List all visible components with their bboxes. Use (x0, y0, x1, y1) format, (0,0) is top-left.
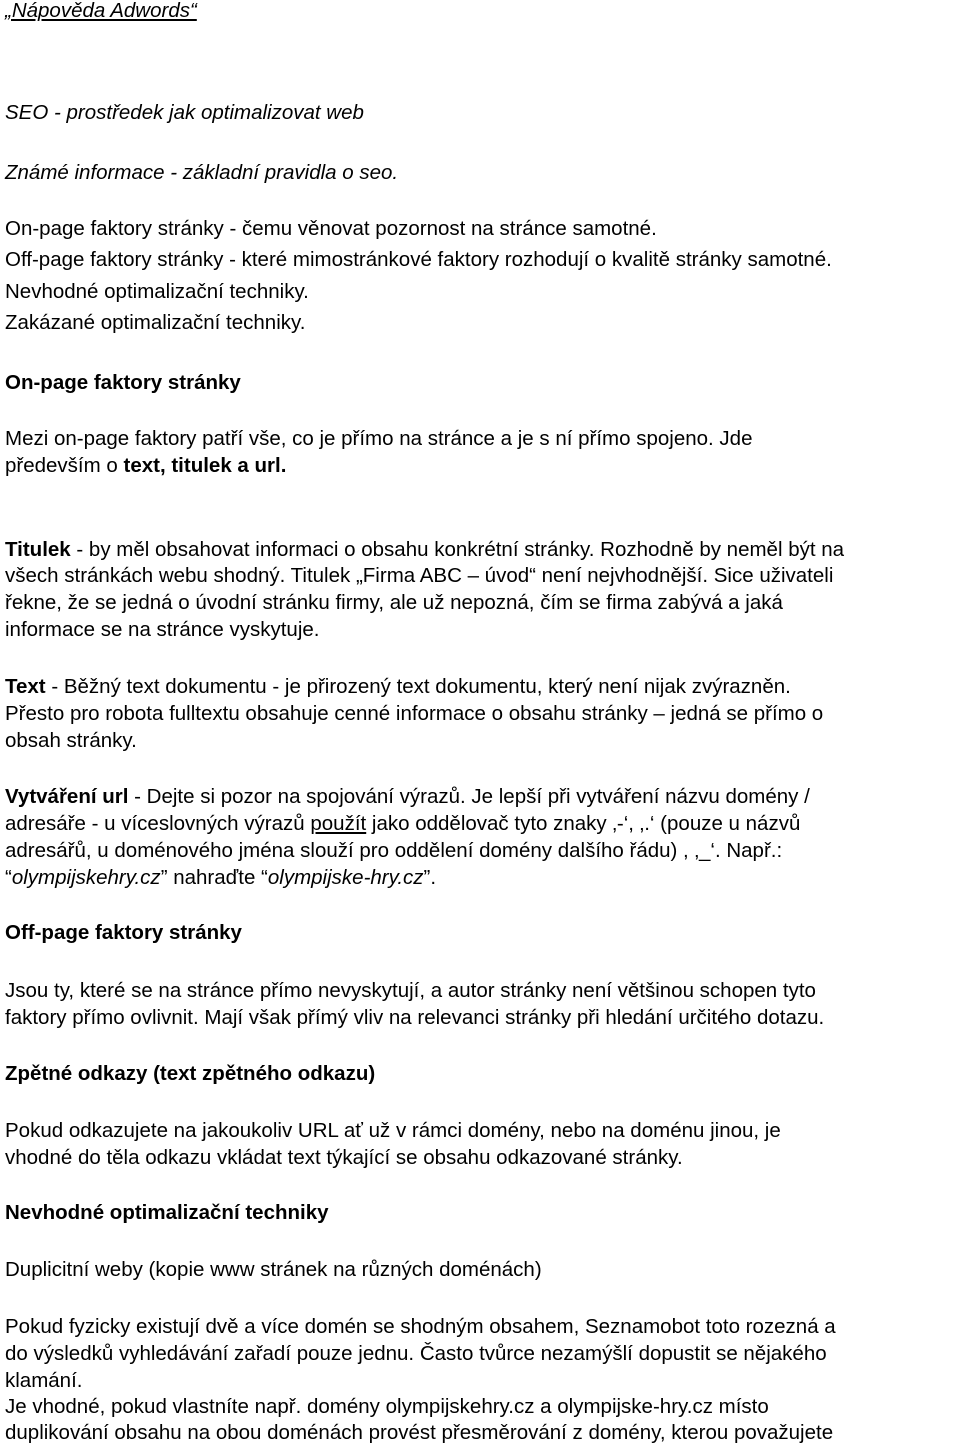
bad-dup-line: Duplicitní weby (kopie www stránek na různých doménách) (5, 1258, 542, 1281)
document-title-text: „Nápověda Adwords“ (5, 0, 197, 22)
bad-p-line1: Pokud fyzicky existují dvě a více domén se shodným obsahem, Seznamobot toto rozezná a (5, 1315, 836, 1338)
url-line3: adresářů, u doménového jména slouží pro oddělení domény dalšího řádu) , ‚_‘. Např.: (5, 839, 783, 862)
url-line4-a: “ (5, 866, 12, 889)
onpage-p1-line2-b: text, titulek a url. (123, 454, 287, 477)
toc-offpage: Off-page faktory stránky - které mimostránkové faktory rozhodují o kvalitě stránky samotné. (5, 248, 832, 271)
titulek-line1-text: - by měl obsahovat informaci o obsahu konkrétní stránky. Rozhodně by neměl být na (70, 538, 845, 561)
titulek-line2: všech stránkách webu shodný. Titulek „Firma ABC – úvod“ není nejvhodnější. Sice uživateli (5, 564, 834, 587)
bad-p-line3: klamání. (5, 1369, 83, 1392)
url-line1 (5, 784, 810, 810)
offpage-heading: Off-page faktory stránky (5, 921, 242, 944)
backlinks-line2: vhodné do těla odkazu vkládat text týkající se obsahu odkazované stránky. (5, 1146, 683, 1169)
url-line4-c: ” nahraďte “ (160, 866, 268, 889)
titulek-line4: informace se na stránce vyskytuje. (5, 618, 320, 641)
text-line1 (5, 674, 791, 700)
onpage-heading: On-page faktory stránky (5, 371, 241, 394)
toc-forbidden: Zakázané optimalizační techniky. (5, 311, 306, 334)
backlinks-heading: Zpětné odkazy (text zpětného odkazu) (5, 1062, 376, 1085)
url-line4-e: ”. (423, 866, 437, 889)
url-line4-d: olympijske-hry.cz (267, 866, 424, 889)
onpage-p1-line1: Mezi on-page faktory patří vše, co je přímo na stránce a je s ní přímo spojeno. Jde (5, 427, 753, 450)
offpage-p-line1: Jsou ty, které se na stránce přímo nevyskytují, a autor stránky není většinou schopen tyto (5, 979, 816, 1002)
backlinks-line1: Pokud odkazujete na jakoukoliv URL ať už v rámci domény, nebo na doménu jinou, je (5, 1119, 781, 1142)
bad-p-line5: duplikování obsahu na obou doménách provést přesměrování z domény, kterou považujete (5, 1421, 834, 1444)
toc-onpage: On-page faktory stránky - čemu věnovat pozornost na stránce samotné. (5, 217, 657, 240)
url-line4 (5, 865, 436, 891)
bad-techniques-heading: Nevhodné optimalizační techniky (5, 1201, 329, 1224)
url-line4-b: olympijskehry.cz (11, 866, 161, 889)
onpage-p1-line2-a: především o (5, 454, 124, 477)
text-line1-text: - Běžný text dokumentu - je přirozený text dokumentu, který není nijak zvýrazněn. (45, 675, 791, 698)
url-term: Vytváření url (5, 785, 129, 808)
toc-known: Známé informace - základní pravidla o seo. (5, 161, 399, 184)
titulek-term: Titulek (5, 538, 71, 561)
onpage-p1-line2 (5, 453, 286, 479)
url-line1-text: - Dejte si pozor na spojování výrazů. Je lepší při vytváření názvu domény / (128, 785, 810, 808)
document-title (5, 0, 197, 24)
url-line2-b: použít (310, 812, 367, 835)
titulek-line3: řekne, že se jedná o úvodní stránku firmy, ale už nepozná, čím se firma zabývá a jaká (5, 591, 783, 614)
bad-p-line4: Je vhodné, pokud vlastníte např. domény olympijskehry.cz a olympijske-hry.cz místo (5, 1395, 769, 1418)
text-term: Text (5, 675, 46, 698)
titulek-line1 (5, 537, 844, 563)
url-line2-c: jako oddělovač tyto znaky ‚-‘, ‚.‘ (pouze u názvů (366, 812, 801, 835)
url-line2-a: adresáře - u víceslovných výrazů (5, 812, 311, 835)
bad-p-line2: do výsledků vyhledávání zařadí pouze jednu. Často tvůrce nezamýšlí dopustit se nějakého (5, 1342, 827, 1365)
intro-heading: SEO - prostředek jak optimalizovat web (5, 101, 364, 124)
url-line2 (5, 811, 800, 837)
toc-bad: Nevhodné optimalizační techniky. (5, 280, 309, 303)
text-line2: Přesto pro robota fulltextu obsahuje cenné informace o obsahu stránky – jedná se přímo o (5, 702, 824, 725)
offpage-p-line2: faktory přímo ovlivnit. Mají však přímý vliv na relevanci stránky při hledání určitého dotazu. (5, 1006, 825, 1029)
text-line3: obsah stránky. (5, 729, 137, 752)
